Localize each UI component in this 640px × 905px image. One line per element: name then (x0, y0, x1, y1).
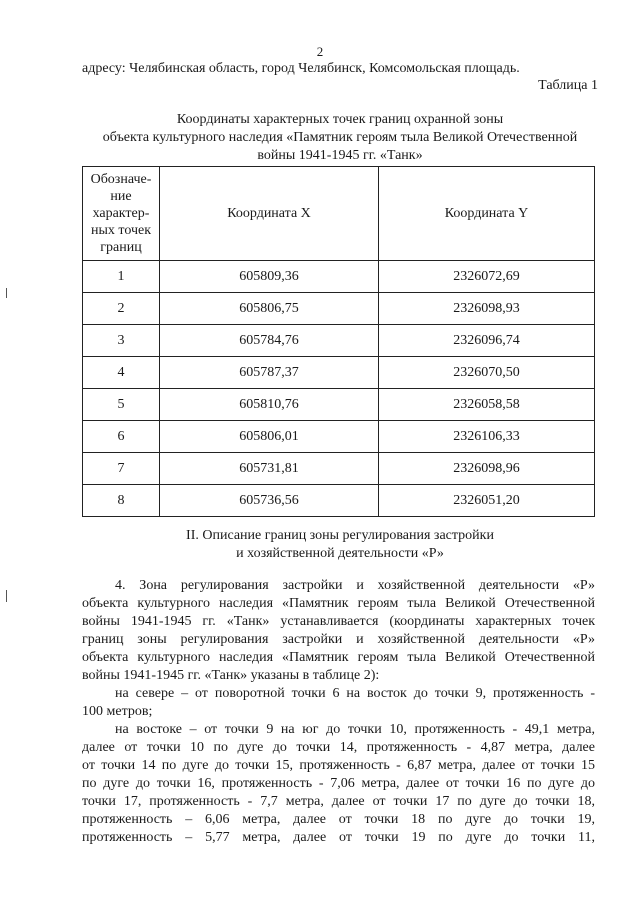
table-title-line: объекта культурного наследия «Памятник героям тыла Великой Отечественной (102, 130, 578, 145)
page-number: 2 (316, 44, 324, 59)
header-line: характер- (92, 206, 150, 221)
cell-point: 3 (83, 325, 160, 357)
table-row (83, 325, 595, 357)
cell-point: 5 (83, 389, 160, 421)
text-line: 100 метров; (82, 704, 153, 719)
text-line: объекта культурного наследия «Памятник героям тыла Великой Отечественной (82, 596, 595, 611)
table-title-line: войны 1941-1945 гг. «Танк» (257, 148, 423, 163)
text-line: войны 1941-1945 гг. «Танк» указаны в таблице 2): (82, 668, 380, 683)
table-row (83, 421, 595, 453)
table-label: Таблица 1 (538, 78, 598, 93)
text-line: объекта культурного наследия «Памятник героям тыла Великой Отечественной (82, 650, 595, 665)
text-line: 4. Зона регулирования застройки и хозяйственной деятельности «Р» (115, 578, 595, 593)
cell-point: 1 (83, 261, 160, 293)
text-line: на севере – от поворотной точки 6 на восток до точки 9, протяженность - (115, 686, 595, 701)
cell-x: 605810,76 (160, 389, 379, 421)
text-line: точки 17, протяженность - 7,7 метра, далее от точки 17 по дуге до точки 18, (82, 794, 595, 809)
cell-y: 2326072,69 (379, 261, 595, 293)
section-heading-line: и хозяйственной деятельности «Р» (236, 546, 444, 561)
cell-x: 605784,76 (160, 325, 379, 357)
cell-point: 6 (83, 421, 160, 453)
table-row (83, 485, 595, 517)
paragraph-zone-description (82, 577, 595, 685)
cell-y: 2326070,50 (379, 357, 595, 389)
table-row (83, 453, 595, 485)
cell-x: 605806,75 (160, 293, 379, 325)
table-row (83, 261, 595, 293)
header-line: ние (110, 189, 132, 204)
text-line: протяженность – 5,77 метра, далее от точки 19 по дуге до точки 11, (82, 830, 595, 845)
coordinates-table (82, 166, 595, 517)
address-line: адресу: Челябинская область, город Челябинск, Комсомольская площадь. (82, 61, 520, 76)
paragraph-north-boundary (82, 685, 595, 721)
section-heading (60, 527, 620, 563)
cell-x: 605736,56 (160, 485, 379, 517)
header-point-designation (83, 167, 160, 261)
text-line: по дуге до точки 16, протяженность - 7,06 метра, далее от точки 16 по дуге до (82, 776, 595, 791)
text-line: от точки 14 по дуге до точки 15, протяженность - 6,87 метра, далее от точки 15 (82, 758, 595, 773)
table-title (60, 111, 620, 165)
cell-point: 2 (83, 293, 160, 325)
text-line: войны 1941-1945 гг. «Танк» устанавливается (координаты характерных точек (82, 614, 595, 629)
cell-x: 605731,81 (160, 453, 379, 485)
cell-point: 7 (83, 453, 160, 485)
text-line: границ зоны регулирования застройки и хозяйственной деятельности «Р» (82, 632, 595, 647)
cell-x: 605809,36 (160, 261, 379, 293)
cell-y: 2326051,20 (379, 485, 595, 517)
table-row (83, 357, 595, 389)
cell-y: 2326096,74 (379, 325, 595, 357)
paragraph-east-boundary (82, 721, 595, 847)
header-line: границ (100, 240, 142, 255)
margin-mark (6, 288, 7, 298)
cell-y: 2326098,93 (379, 293, 595, 325)
section-heading-line: II. Описание границ зоны регулирования застройки (186, 528, 494, 543)
table-row (83, 389, 595, 421)
cell-y: 2326106,33 (379, 421, 595, 453)
cell-point: 8 (83, 485, 160, 517)
table-title-line: Координаты характерных точек границ охранной зоны (176, 112, 504, 127)
cell-x: 605787,37 (160, 357, 379, 389)
header-line: Обозначе- (90, 172, 152, 187)
cell-point: 4 (83, 357, 160, 389)
text-line: на востоке – от точки 9 на юг до точки 10, протяженность - 49,1 метра, (115, 722, 595, 737)
header-coordinate-y: Координата Y (379, 167, 595, 261)
header-line: ных точек (90, 223, 152, 238)
cell-x: 605806,01 (160, 421, 379, 453)
table-header-row (83, 167, 595, 261)
table-row (83, 293, 595, 325)
cell-y: 2326058,58 (379, 389, 595, 421)
cell-y: 2326098,96 (379, 453, 595, 485)
text-line: далее от точки 10 по дуге до точки 14, протяженность - 4,87 метра, далее (82, 740, 595, 755)
header-coordinate-x: Координата X (160, 167, 379, 261)
text-line: протяженность – 6,06 метра, далее от точки 18 по дуге до точки 19, (82, 812, 595, 827)
margin-mark (6, 590, 7, 602)
